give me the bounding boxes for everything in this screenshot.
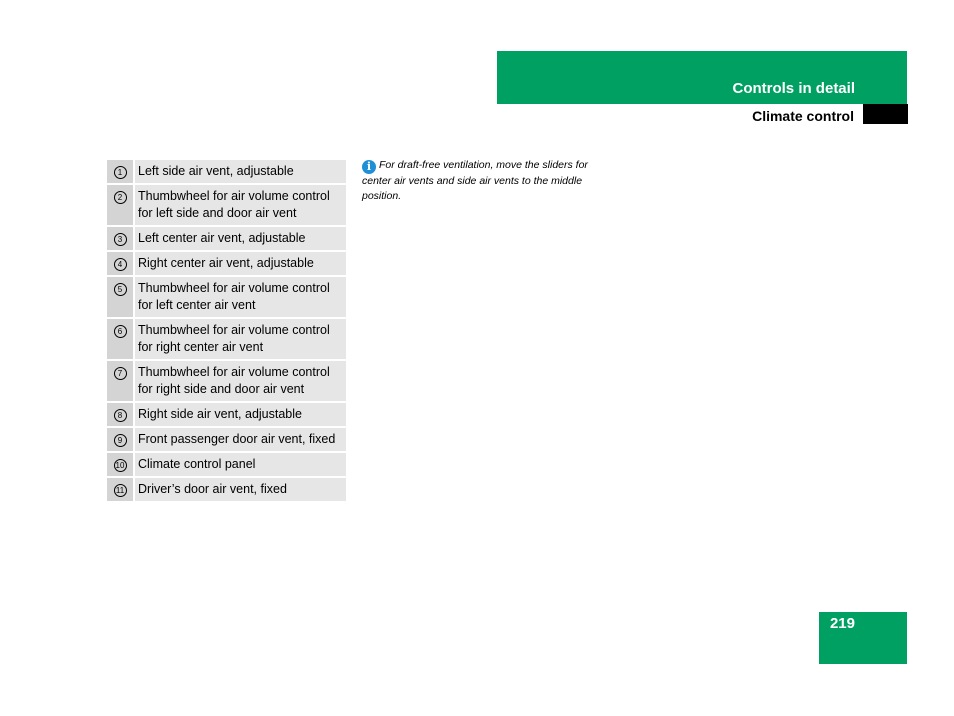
table-row [107, 226, 346, 251]
item-number: 8 [114, 409, 127, 422]
table-row [107, 159, 346, 184]
info-note [362, 158, 602, 204]
page-number: 219 [829, 615, 855, 632]
item-number: 2 [114, 191, 127, 204]
item-description: Thumbwheel for air volume control for right center air vent [134, 318, 346, 360]
item-number: 9 [114, 434, 127, 447]
table-row [107, 276, 346, 318]
item-description: Right center air vent, adjustable [134, 251, 346, 276]
item-description: Left side air vent, adjustable [134, 159, 346, 184]
item-number: 6 [114, 325, 127, 338]
note-text: For draft-free ventilation, move the sliders for center air vents and side air vents to the middle position. [362, 159, 588, 202]
item-description: Left center air vent, adjustable [134, 226, 346, 251]
item-number: 1 [114, 166, 127, 179]
item-description: Thumbwheel for air volume control for left center air vent [134, 276, 346, 318]
item-number: 4 [114, 258, 127, 271]
item-number: 10 [114, 459, 127, 472]
header-bar [497, 51, 907, 104]
chapter-title: Controls in detail [732, 80, 855, 97]
item-description: Right side air vent, adjustable [134, 402, 346, 427]
section-title: Climate control [752, 108, 854, 124]
item-description: Climate control panel [134, 452, 346, 477]
table-row [107, 360, 346, 402]
table-row [107, 427, 346, 452]
table-row [107, 184, 346, 226]
item-description: Front passenger door air vent, fixed [134, 427, 346, 452]
table-row [107, 318, 346, 360]
table-row [107, 251, 346, 276]
table-row [107, 452, 346, 477]
item-description: Thumbwheel for air volume control for right side and door air vent [134, 360, 346, 402]
table-row [107, 402, 346, 427]
info-icon: i [362, 160, 376, 174]
item-description: Thumbwheel for air volume control for left side and door air vent [134, 184, 346, 226]
table-row [107, 477, 346, 501]
item-number: 5 [114, 283, 127, 296]
item-number: 3 [114, 233, 127, 246]
section-marker [863, 104, 908, 124]
legend-table [107, 158, 346, 501]
item-description: Driver’s door air vent, fixed [134, 477, 346, 501]
item-number: 7 [114, 367, 127, 380]
item-number: 11 [114, 484, 127, 497]
page-number-box [819, 612, 907, 664]
